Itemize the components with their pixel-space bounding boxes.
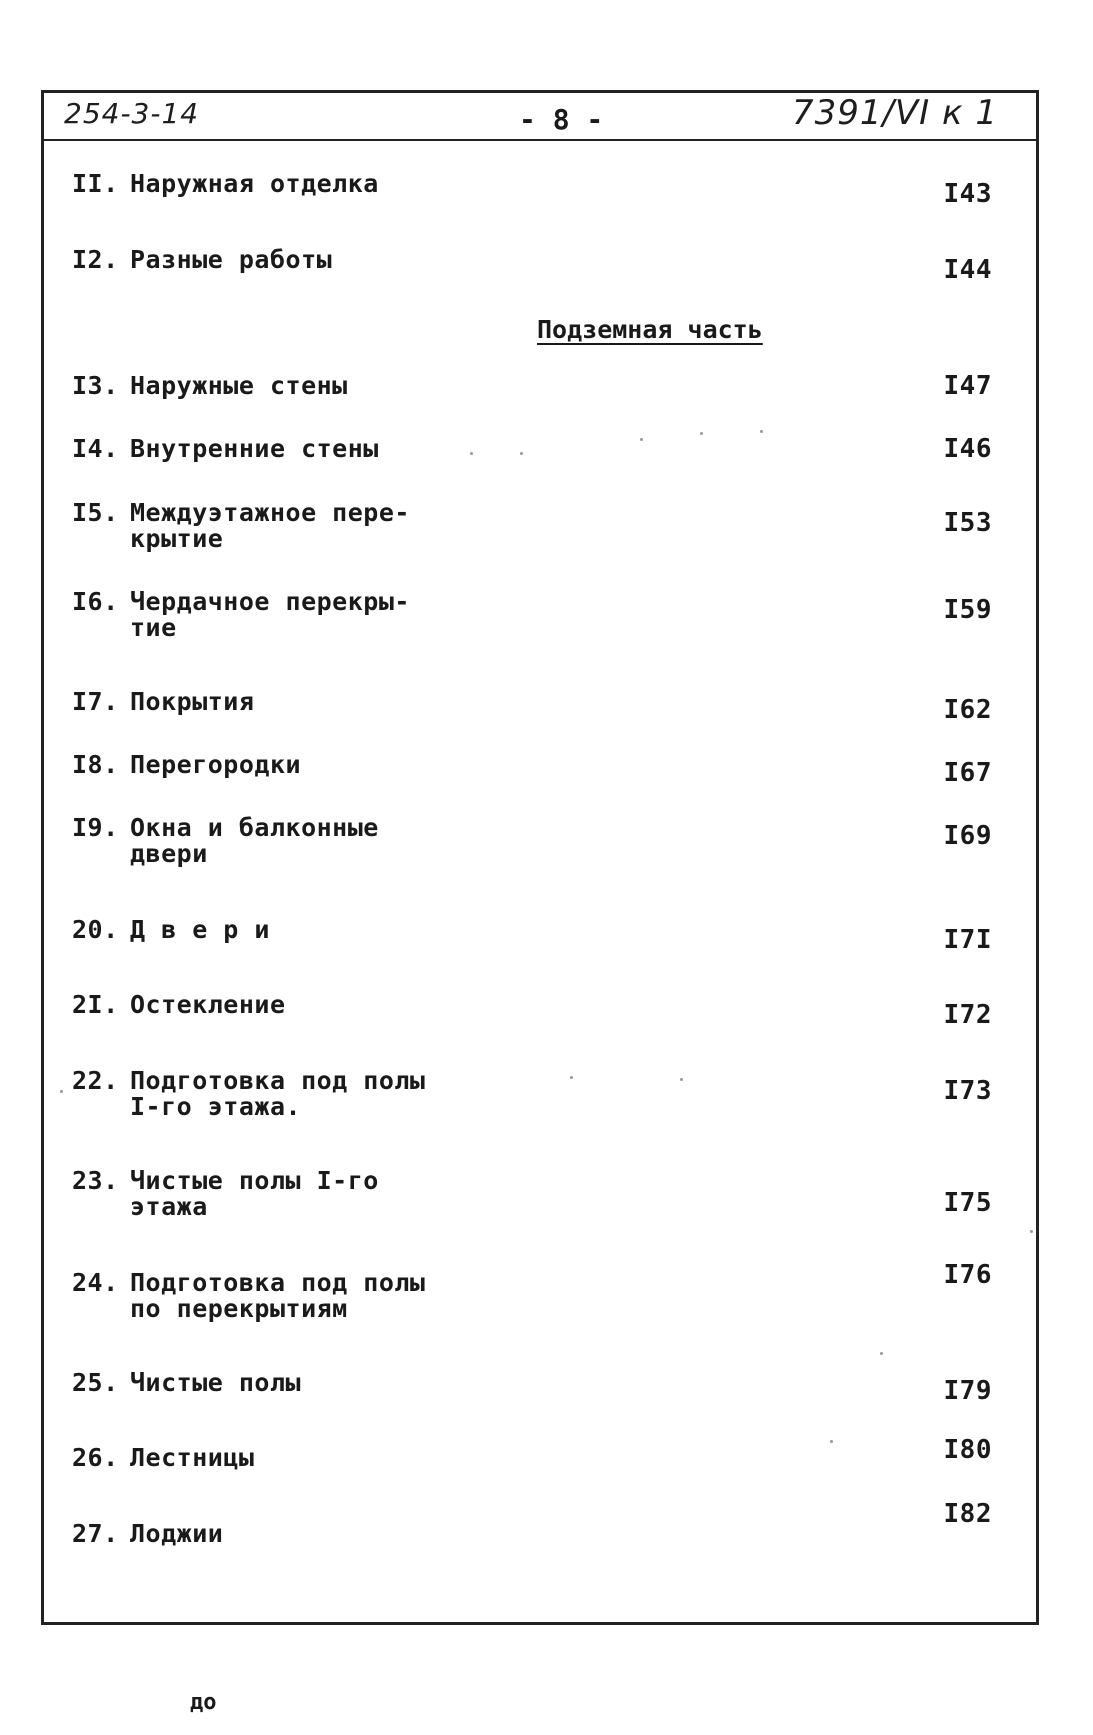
entry-page: I79 bbox=[943, 1376, 992, 1406]
toc-entry bbox=[72, 589, 992, 641]
entry-title: Чистые полы bbox=[130, 1368, 302, 1397]
entry-title: Наружные стены bbox=[130, 371, 348, 400]
toc-entry bbox=[72, 169, 992, 209]
footnote-mark: до bbox=[190, 1690, 217, 1715]
entry-title: Лестницы bbox=[130, 1443, 255, 1472]
toc-entry bbox=[72, 1368, 992, 1406]
entry-page: I75 bbox=[943, 1188, 992, 1218]
header-stamp bbox=[44, 93, 1036, 141]
toc-entry bbox=[72, 1068, 992, 1120]
toc-entry bbox=[72, 990, 992, 1030]
entry-page: I46 bbox=[943, 434, 992, 464]
entry-title: Д в е р и bbox=[130, 915, 270, 944]
scan-speck bbox=[520, 452, 523, 455]
page-number: - 8 - bbox=[519, 103, 604, 136]
scan-speck bbox=[570, 1076, 573, 1079]
entry-page: I44 bbox=[943, 255, 992, 285]
entry-number: I6. bbox=[72, 587, 119, 616]
toc-entry bbox=[72, 500, 992, 552]
entry-page: I7I bbox=[943, 925, 992, 955]
entry-number: 2I. bbox=[72, 990, 119, 1019]
entry-number: I2. bbox=[72, 245, 119, 274]
scan-speck bbox=[830, 1440, 833, 1443]
scan-speck bbox=[700, 432, 703, 435]
toc-entry bbox=[72, 373, 992, 399]
entry-page: I72 bbox=[943, 1000, 992, 1030]
entry-number: I3. bbox=[72, 371, 119, 400]
entry-page: I62 bbox=[943, 695, 992, 725]
section-heading: Подземная часть bbox=[537, 315, 763, 344]
toc-entry bbox=[72, 1260, 992, 1323]
toc-entry bbox=[72, 915, 992, 955]
entry-number: 26. bbox=[72, 1443, 119, 1472]
document-frame bbox=[41, 90, 1039, 1625]
entry-title: Подготовка под полы по перекрытиям bbox=[130, 1268, 426, 1323]
toc-entry bbox=[72, 750, 992, 788]
scan-speck bbox=[1030, 1230, 1033, 1233]
entry-title: Чердачное перекры- тие bbox=[130, 587, 410, 642]
entry-page: I76 bbox=[943, 1260, 992, 1290]
entry-number: I7. bbox=[72, 687, 119, 716]
scan-speck bbox=[640, 438, 643, 441]
entry-title: Подготовка под полы I-го этажа. bbox=[130, 1066, 426, 1121]
entry-page: I69 bbox=[943, 821, 992, 851]
entry-page: I73 bbox=[943, 1076, 992, 1106]
toc-entry bbox=[72, 245, 992, 285]
document-code: 254-3-14 bbox=[64, 97, 200, 130]
sheet-id: 7391/VI к 1 bbox=[791, 93, 998, 133]
entry-title: Чистые полы I-го этажа bbox=[130, 1166, 379, 1221]
entry-number: 23. bbox=[72, 1166, 119, 1195]
scan-speck bbox=[680, 1078, 683, 1081]
entry-title: Остекление bbox=[130, 990, 286, 1019]
toc-entry bbox=[72, 815, 992, 867]
scan-speck bbox=[470, 452, 473, 455]
entry-number: I5. bbox=[72, 498, 119, 527]
entry-page: I53 bbox=[943, 508, 992, 538]
entry-title: Внутренние стены bbox=[130, 434, 379, 463]
scan-speck bbox=[880, 1352, 883, 1355]
entry-page: I67 bbox=[943, 758, 992, 788]
entry-number: 24. bbox=[72, 1268, 119, 1297]
entry-number: 22. bbox=[72, 1066, 119, 1095]
entry-page: I47 bbox=[943, 371, 992, 401]
entry-number: 25. bbox=[72, 1368, 119, 1397]
entry-page: I59 bbox=[943, 595, 992, 625]
toc-entry bbox=[72, 1435, 992, 1472]
scan-speck bbox=[60, 1090, 63, 1093]
entry-number: 20. bbox=[72, 915, 119, 944]
toc-entry bbox=[72, 436, 992, 462]
entry-number: I8. bbox=[72, 750, 119, 779]
entry-title: Покрытия bbox=[130, 687, 255, 716]
entry-title: Перегородки bbox=[130, 750, 302, 779]
entry-number: I4. bbox=[72, 434, 119, 463]
entry-number: 27. bbox=[72, 1519, 119, 1548]
toc-entry bbox=[72, 1499, 992, 1548]
entry-number: I9. bbox=[72, 813, 119, 842]
entry-title: Разные работы bbox=[130, 245, 333, 274]
entry-title: Наружная отделка bbox=[130, 169, 379, 198]
entry-number: II. bbox=[72, 169, 119, 198]
scan-speck bbox=[760, 430, 763, 433]
entry-title: Междуэтажное пере- крытие bbox=[130, 498, 410, 553]
toc-entry bbox=[72, 1168, 992, 1220]
entry-page: I43 bbox=[943, 179, 992, 209]
entry-page: I82 bbox=[943, 1499, 992, 1529]
toc-entry bbox=[72, 687, 992, 725]
entry-title: Лоджии bbox=[130, 1519, 224, 1548]
entry-title: Окна и балконные двери bbox=[130, 813, 379, 868]
entry-page: I80 bbox=[943, 1435, 992, 1465]
